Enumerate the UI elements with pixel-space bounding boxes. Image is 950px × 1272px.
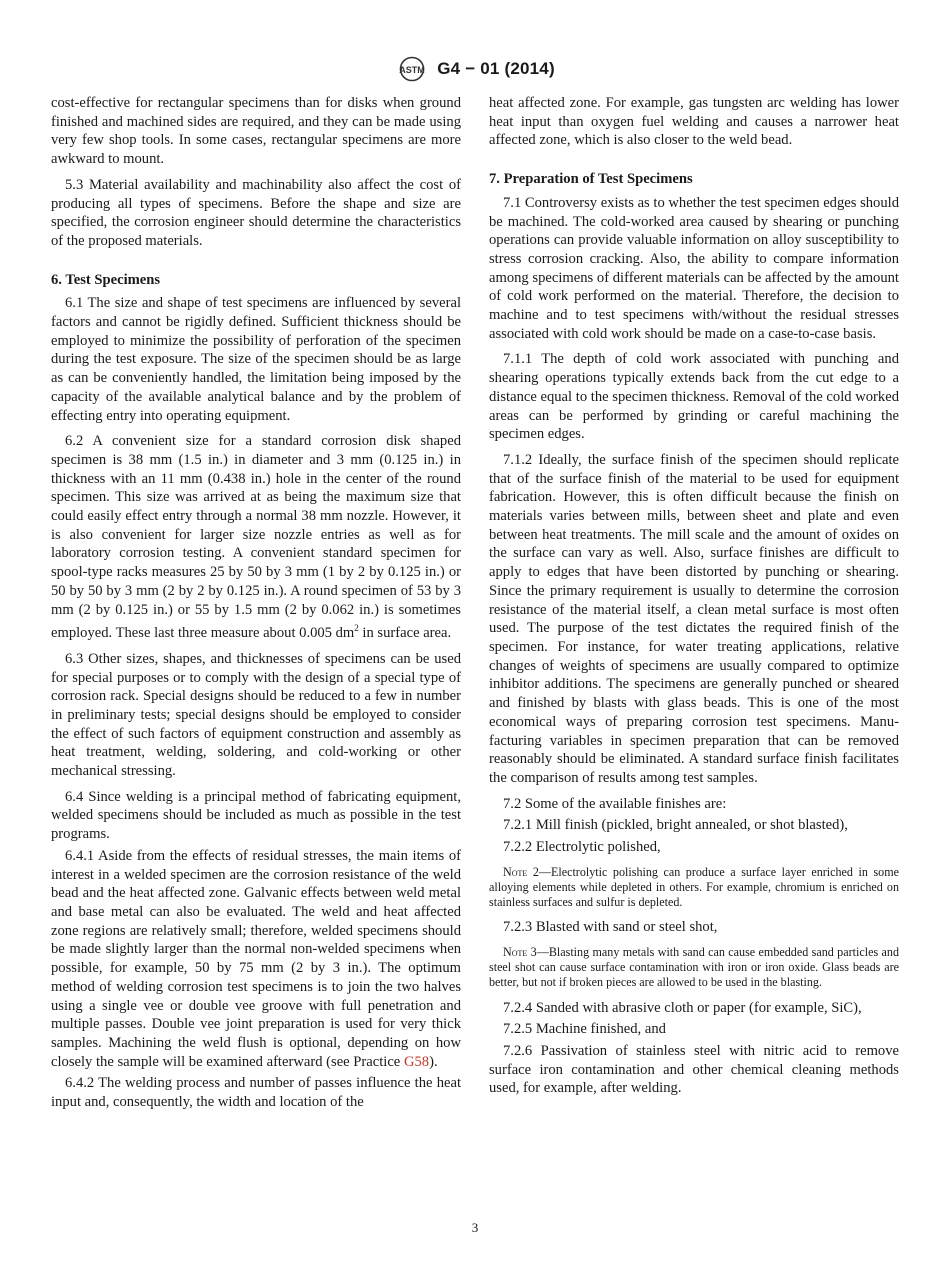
astm-logo-icon [395,56,429,82]
left-column [51,94,461,1119]
right-column [489,94,899,1101]
paragraph-5-3: 5.3 Material availability and machinability also affect the cost of producing all types of specimens. Before the shape and size are specified, the corrosion engineer should determine the characteristics of the proposed materials. [51,176,461,249]
document-id: G4 − 01 (2014) [437,59,555,78]
paragraph-7-1-2: 7.1.2 Ideally, the surface finish of the specimen should replicate that of the surface finish of the material to be used for equipment fabrication. However, this is often difficult because the finish on materials varies between mills, between sheet and plate and even between heat treatments. The mill scale and the amount of oxides on the surface can vary as well. Also, surface finishes are difficult to apply to edges that have been distorted by punching or shearing. Since the primary requirement is usually to determine the corrosion resistance of the material itself, a clean metal surface is most often used. The purpose of the test dictates the required finish of the specimen. For instance, for water treating applications, relative changes of weights of specimens are usually compared to optimize inhibitor additions. The specimens are generally punched or sheared and finished by blasts with glass beads. This is one of the most economical ways of preparing corrosion test specimens. Manufacturing variables in specimen preparation that can be removed reasonably should be eliminated. A standard surface finish facilitates the comparison of results among test samples. [489,451,899,786]
paragraph-7-2-3: 7.2.3 Blasted with sand or steel shot, [503,919,718,936]
paragraph-6-4: 6.4 Since welding is a principal method of fabricating equipment, welded specimens should be included as much as possible in the test programs. [51,788,461,843]
paragraph-7-1-1: 7.1.1 The depth of cold work associated with punching and shearing operations typically extends back from the cut edge to a distance equal to the specimen thickness. Removal of the cold worked areas can be performed by grinding or careful machining the specimen edges. [489,351,899,443]
paragraph-7-2-2: 7.2.2 Electrolytic polished, [503,839,661,856]
svg-text:ASTM: ASTM [399,65,425,75]
paragraph-7-2: 7.2 Some of the available finishes are: [503,795,727,812]
paragraph-6-4-1: 6.4.1 Aside from the effects of residual stresses, the main items of interest in a welded specimen are the corrosion resistance of the weld bead and the heat affected zone. Galvanic effects between weld metal and base metal can also be evaluated. The weld and heat affected zone regions are relatively small; therefore, welded specimens should be made slightly larger than the normal non-welded specimens when possible, for example, 50 by 75 mm (2 by 3 in.). The optimum method of welding corrosion test specimens is to join the two halves using a single vee or double vee groove with full penetration and multiple passes. Double vee joint preparation is used for very thick samples. Machining the weld flush is optional, depending on how closely the sample will be examined afterward (see Practice G58). [51,847,461,1070]
paragraph-7-1: 7.1 Controversy exists as to whether the test specimen edges should be machined. The cold-worked area caused by shearing or punching operations can provide valuable information on alloy susceptibility to stress corrosion cracking. Also, the ability to compare information among specimens of different materials can be affected by the amount of cold work performed on the material. Therefore, the decision to machine and to test specimens with/without the residual stresses associated with cold work should be made on a case-to-case basis. [489,194,899,342]
paragraph-6-4-2: 6.4.2 The welding process and number of passes influence the heat input and, consequently, the width and location of the [51,1075,461,1111]
note-3: Note 3—Blasting many metals with sand can cause embedded sand particles and steel shot can cause surface contamination with iron or iron oxide. Glass beads are better, but not if broken pieces are allowed to be used in the blasting. [489,945,899,990]
section-heading-7: 7. Preparation of Test Specimens [489,171,693,188]
paragraph-7-2-4: 7.2.4 Sanded with abrasive cloth or paper (for example, SiC), [503,999,862,1016]
paragraph-6-2: 6.2 A convenient size for a standard corrosion disk shaped specimen is 38 mm (1.5 in.) in diameter and 3 mm (0.125 in.) in thickness with an 11 mm (0.438 in.) hole in the center of the round specimen. This size was arrived at as being the maximum size that could easily effect entry through a normal 38 mm nozzle. However, it is also convenient for larger size nozzle entries as well as for laboratory corrosion testing. A convenient standard specimen for spool-type racks measures 25 by 50 by 3 mm (1 by 2 by 0.125 in.) or 50 by 50 by 3 mm (2 by 2 by 0.125 in.). A round specimen of 53 by 3 mm (2 by 0.125 in.) or 55 by 1.5 mm (2 by 0.062 in.) is sometimes employed. These last three measure about 0.005 $dm^2$ in surface area. [51,433,461,642]
page-number: 3 [471,1220,479,1235]
note-2: Note 2—Electrolytic polishing can produce a surface layer enriched in some alloying elements while depleted in others. For example, chromium is enriched on stainless surfaces and sulfur is depleted. [489,864,899,910]
paragraph-6-1: 6.1 The size and shape of test specimens are influenced by several factors and cannot be rigidly defined. Sufficient thickness should be employed to minimize the possibility of perforation of the specimen during the test exposure. The size of the specimen should be as large as can be conveniently handled, the limitation being imposed by the capacity of the available analytical balance and by the problem of effecting entry into operating equipment. [51,295,461,424]
paragraph-6-3: 6.3 Other sizes, shapes, and thicknesses of specimens can be used for special purposes or to comply with the design of a special type of corrosion rack. Special designs should be reduced to a few in number in preliminary tests; special designs should be employed to consider the effect of such factors of equipment construction and assembly as heat treatment, welding, soldering, and cold-working or other mechanical stressing. [51,650,461,780]
paragraph-7-2-1: 7.2.1 Mill finish (pickled, bright annealed, or shot blasted), [503,817,848,834]
paragraph-7-2-6: 7.2.6 Passivation of stainless steel with nitric acid to remove surface iron contamination and other chemical cleaning methods used, for example, after welding. [489,1043,899,1097]
section-heading-6: 6. Test Specimens [51,271,161,288]
paragraph-7-2-5: 7.2.5 Machine finished, and [503,1021,666,1038]
paragraph-continued-right: heat affected zone. For example, gas tungsten arc welding has lower heat input than oxygen fuel welding and causes a narrower heat affected zone, which is also closer to the weld bead. [489,95,899,149]
page-header [0,56,950,82]
paragraph-continued: cost-effective for rectangular specimens than for disks when ground finished and machined sides are required, and they can be made using very few shop tools. In some cases, rectangular specimens are more awkward to mount. [51,95,461,168]
practice-g58-link[interactable]: G58 [403,1053,430,1070]
